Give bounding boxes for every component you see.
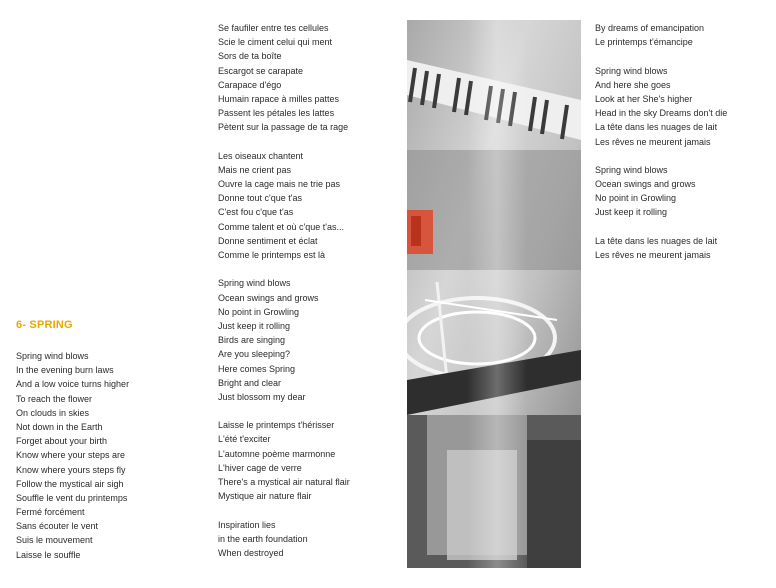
lyric-line: Spring wind blows [218, 278, 291, 289]
lyric-line: Le printemps t'émancipe [595, 37, 693, 48]
stanza [218, 418, 350, 503]
lyric-line: Les oiseaux chantent [218, 150, 304, 161]
lyric-line: Mais ne crient pas [218, 164, 292, 175]
lyric-line: Laisse le printemps t'hérisser [218, 420, 335, 431]
lyric-line: Look at her She's higher [595, 93, 693, 104]
lyric-line: L'automne poème marmonne [218, 448, 336, 459]
lyric-line: Ouvre la cage mais ne trie pas [218, 179, 341, 190]
stanza-gap [218, 262, 350, 276]
stanza-gap [218, 503, 350, 517]
lyric-line: Birds are singing [218, 335, 286, 346]
lyric-line: To reach the flower [16, 393, 93, 404]
lyric-line: Donne sentiment et éclat [218, 235, 318, 246]
lyric-line: When destroyed [218, 547, 284, 558]
stanza [595, 64, 727, 149]
lyric-line: Ocean swings and grows [595, 179, 696, 190]
lyric-line: L'été t'exciter [218, 434, 271, 445]
lyric-line: La tête dans les nuages de lait [595, 235, 718, 246]
lyric-line: By dreams of emancipation [595, 23, 705, 33]
lyrics-column-left [16, 349, 129, 562]
lyric-line: In the evening burn laws [16, 365, 114, 376]
stanza [595, 163, 727, 220]
stanza [218, 149, 350, 263]
lyric-line: Souffle le vent du printemps [16, 492, 128, 503]
piano-keyboard-photo [407, 20, 581, 568]
lyric-line: Scie le ciment celui qui ment [218, 37, 333, 48]
lyric-line: And here she goes [595, 79, 671, 90]
lyric-line: Les rêves ne meurent jamais [595, 136, 711, 147]
stanza-gap [218, 135, 350, 149]
lyric-line: Are you sleeping? [218, 349, 291, 360]
lyric-line: On clouds in skies [16, 407, 90, 418]
stanza [218, 21, 350, 135]
lyric-line: Forget about your birth [16, 436, 108, 447]
lyric-line: Not down in the Earth [16, 421, 103, 432]
lyric-line: Know where your steps are [16, 450, 126, 461]
lyric-line: Passent les pétales les lattes [218, 108, 335, 119]
lyric-line: No point in Growling [218, 306, 300, 317]
lyric-line: Se faufiler entre tes cellules [218, 23, 329, 33]
lyric-line: Know where yours steps fly [16, 464, 126, 475]
lyrics-column-right [595, 21, 727, 262]
lyric-line: Spring wind blows [595, 65, 668, 76]
lyric-line: Pètent sur la passage de ta rage [218, 122, 349, 133]
stanza [218, 276, 350, 404]
lyric-line: Les rêves ne meurent jamais [595, 250, 711, 260]
lyric-line: And a low voice turns higher [16, 379, 130, 390]
lyric-line: Just keep it rolling [595, 207, 668, 218]
lyric-line: Ocean swings and grows [218, 292, 319, 303]
lyric-line: Just keep it rolling [218, 320, 291, 331]
lyric-line: Suis le mouvement [16, 535, 93, 546]
lyric-line: Humain rapace à milles pattes [218, 93, 340, 104]
lyric-line: La tête dans les nuages de lait [595, 122, 718, 133]
lyric-line: Sors de ta boîte [218, 51, 282, 62]
lyric-line: Here comes Spring [218, 363, 296, 374]
lyric-line: Bright and clear [218, 377, 282, 388]
photo-art [407, 20, 581, 568]
stanza-gap [595, 49, 727, 63]
section-title: 6- SPRING [16, 319, 73, 331]
lyric-line: Laisse le souffle [16, 549, 81, 560]
lyric-line: Escargot se carapate [218, 65, 304, 76]
stanza-gap [218, 404, 350, 418]
lyric-line: Fermé forcément [16, 507, 85, 518]
lyric-line: L'hiver cage de verre [218, 462, 302, 473]
lyric-line: C'est fou c'que t'as [218, 207, 294, 218]
lyric-line: Carapace d'égo [218, 79, 282, 90]
lyrics-column-middle [218, 21, 350, 560]
lyric-line: Follow the mystical air sigh [16, 478, 124, 489]
lyric-line: Mystique air nature flair [218, 491, 312, 502]
lyric-line: Spring wind blows [595, 164, 668, 175]
lyric-line: No point in Growling [595, 193, 677, 204]
lyric-line: There's a mystical air natural flair [218, 477, 350, 487]
lyric-line: Comme le printemps est là [218, 250, 326, 260]
lyric-line: in the earth foundation [218, 533, 308, 544]
lyric-line: Spring wind blows [16, 351, 89, 361]
lyric-line: Inspiration lies [218, 519, 276, 530]
stanza-gap [595, 149, 727, 163]
lyric-line: Comme talent et où c'que t'as... [218, 221, 344, 232]
lyric-line: Donne tout c'que t'as [218, 193, 302, 204]
stanza [595, 234, 727, 262]
stanza [218, 518, 350, 561]
lyric-line: Just blossom my dear [218, 391, 306, 402]
stanza-gap [595, 220, 727, 234]
lyric-line: Sans écouter le vent [16, 521, 99, 532]
lyric-line: Head in the sky Dreams don't die [595, 108, 728, 119]
stanza [595, 21, 727, 49]
